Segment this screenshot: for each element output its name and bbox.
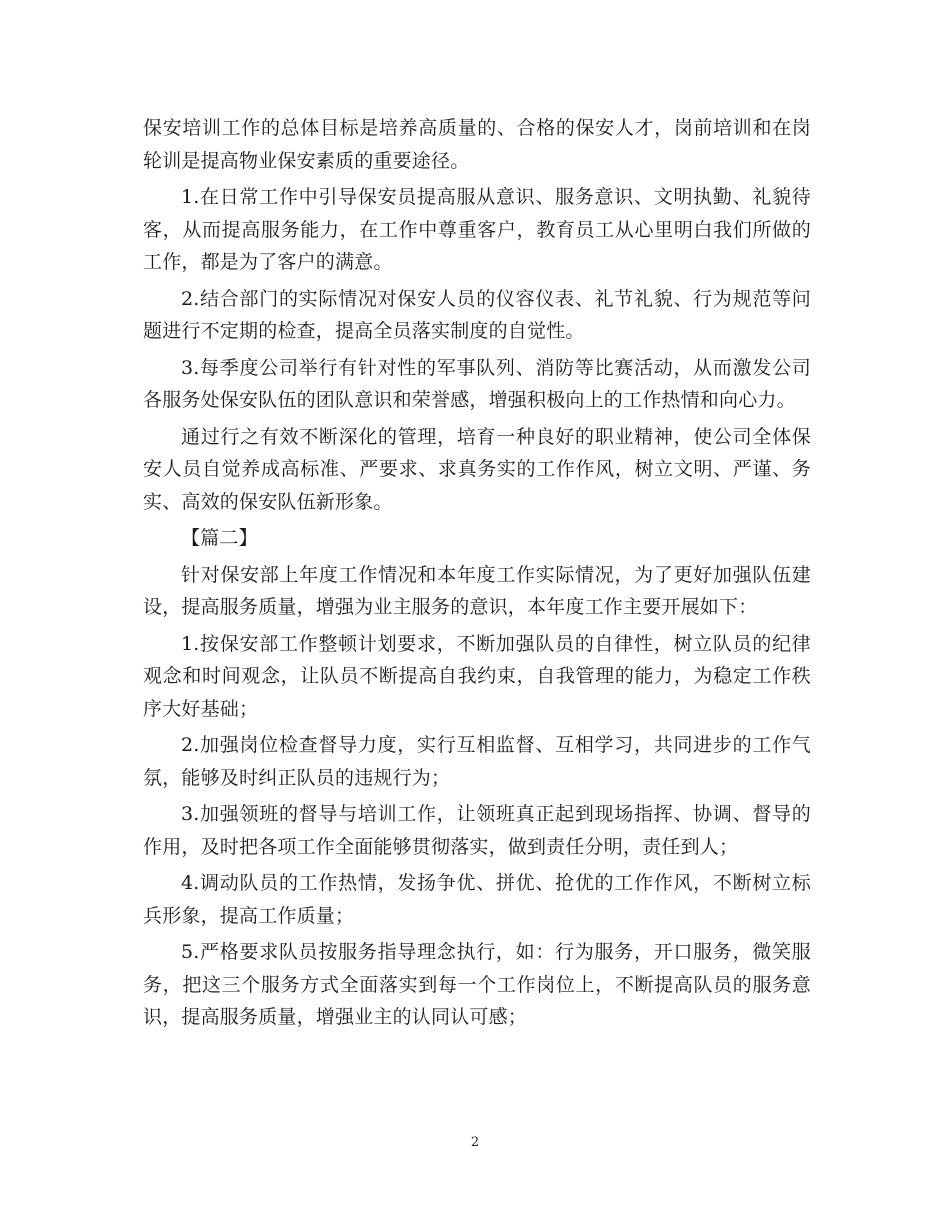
paragraph: 4.调动队员的工作热情，发扬争优、拼优、抢优的工作作风，不断树立标兵形象，提高工作质量； (143, 872, 811, 927)
paragraph: 3.加强领班的督导与培训工作，让领班真正起到现场指挥、协调、督导的作用，及时把各项工作全面能够贯彻落实，做到责任分明，责任到人； (143, 803, 811, 858)
paragraph: 1.按保安部工作整顿计划要求，不断加强队员的自律性，树立队员的纪律观念和时间观念，让队员不断提高自我约束，自我管理的能力，为稳定工作秩序大好基础； (143, 632, 811, 720)
paragraph: 通过行之有效不断深化的管理，培育一种良好的职业精神，使公司全体保安人员自觉养成高标准、严要求、求真务实的工作作风，树立文明、严谨、务实、高效的保安队伍新形象。 (143, 425, 811, 513)
document-body (143, 112, 811, 1038)
paragraph: 3.每季度公司举行有针对性的军事队列、消防等比赛活动，从而激发公司各服务处保安队伍的团队意识和荣誉感，增强积极向上的工作热情和向心力。 (143, 356, 811, 411)
paragraph: 针对保安部上年度工作情况和本年度工作实际情况，为了更好加强队伍建设，提高服务质量，增强为业主服务的意识，本年度工作主要开展如下： (143, 563, 811, 618)
paragraph: 2.加强岗位检查督导力度，实行互相监督、互相学习，共同进步的工作气氛，能够及时纠正队员的违规行为； (143, 734, 811, 789)
paragraph: 5.严格要求队员按服务指导理念执行，如：行为服务，开口服务，微笑服务，把这三个服务方式全面落实到每一个工作岗位上，不断提高队员的服务意识，提高服务质量，增强业主的认同认可感； (143, 941, 811, 1028)
paragraph: 保安培训工作的总体目标是培养高质量的、合格的保安人才，岗前培训和在岗轮训是提高物业保安素质的重要途径。 (143, 117, 811, 172)
paragraph: 2.结合部门的实际情况对保安人员的仪容仪表、礼节礼貌、行为规范等问题进行不定期的检查，提高全员落实制度的自觉性。 (143, 287, 811, 342)
section-heading: 【篇二】 (181, 527, 258, 549)
paragraph: 1.在日常工作中引导保安员提高服从意识、服务意识、文明执勤、礼貌待客，从而提高服务能力，在工作中尊重客户，教育员工从心里明白我们所做的工作，都是为了客户的满意。 (143, 186, 811, 273)
page-number: 2 (470, 1135, 480, 1150)
